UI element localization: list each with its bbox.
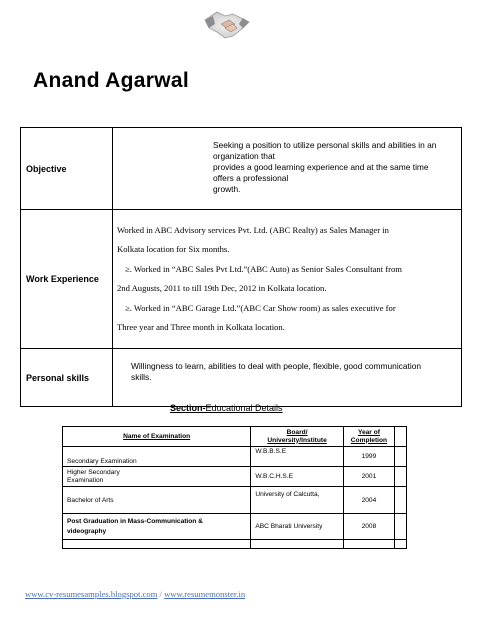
text-line: Willingness to learn, abilities to deal with people, flexible, good communication: [131, 360, 422, 371]
work-experience-label: Work Experience: [21, 210, 113, 349]
table-row: [63, 514, 407, 540]
footer-links: [25, 589, 245, 599]
header-year-line: Year of: [357, 428, 380, 436]
exam-name: videography: [67, 527, 107, 535]
personal-skills-content: [113, 349, 462, 407]
board-cell: W.B.B.S.E: [251, 447, 344, 467]
board-cell: University of Calcutta,: [251, 487, 344, 514]
table-row: [63, 487, 407, 514]
empty-cell: [395, 487, 407, 514]
handshake-icon: [203, 2, 251, 42]
empty-cell: [251, 540, 344, 549]
profile-table: [20, 127, 462, 407]
empty-cell: [63, 540, 251, 549]
table-row: [63, 447, 407, 467]
header-exam-name: Name of Examination: [63, 427, 251, 447]
exam-cell: [63, 447, 251, 467]
text-line: Seeking a position to utilize personal skills and abilities in an organization that: [213, 140, 437, 161]
table-row: [63, 540, 407, 549]
website-link[interactable]: www.cv-resumesamples.blogspot.com: [25, 589, 158, 599]
year-cell: 2001: [343, 467, 394, 487]
board-cell: W.B.C.H.S.E: [251, 467, 344, 487]
section-prefix: Section-: [170, 403, 206, 413]
exam-name: Post Graduation in Mass-Communication &: [67, 517, 203, 525]
text-line: Three year and Three month in Kolkata location.: [117, 322, 285, 332]
year-cell: 1999: [343, 447, 394, 467]
exam-cell: Bachelor of Arts: [63, 487, 251, 514]
year-cell: 2004: [343, 487, 394, 514]
exam-name: Secondary Examination: [67, 458, 137, 465]
header-empty: [395, 427, 407, 447]
website-link[interactable]: www.resumemonster.in: [164, 589, 246, 599]
work-experience-content: [113, 210, 462, 349]
objective-content: [113, 128, 462, 210]
objective-label: Objective: [21, 128, 113, 210]
empty-cell: [395, 447, 407, 467]
empty-cell: [395, 540, 407, 549]
personal-skills-label: Personal skills: [21, 349, 113, 407]
candidate-name: Anand Agarwal: [33, 69, 189, 92]
exam-cell: [63, 514, 251, 540]
empty-cell: [343, 540, 394, 549]
section-name: Educational Details: [205, 403, 283, 413]
header-board-line: University/Institute: [267, 436, 327, 444]
table-row: [63, 467, 407, 487]
text-line: ≥. Worked in “ABC Sales Pvt Ltd.”(ABC Auto) as Senior Sales Consultant from: [125, 264, 402, 274]
text-line: growth.: [213, 184, 241, 194]
text-line: Worked in ABC Advisory services Pvt. Ltd. (ABC Realty) as Sales Manager in: [117, 225, 389, 235]
header-board: [251, 427, 344, 447]
header-board-line: Board/: [286, 428, 308, 436]
link-separator: /: [157, 589, 165, 599]
text-line: skills.: [131, 371, 152, 382]
exam-cell: [63, 467, 251, 487]
exam-name: Higher Secondary: [67, 468, 120, 476]
education-table: [62, 426, 407, 549]
text-line: 2nd Augusts, 2011 to till 19th Dec, 2012 in Kolkata location.: [117, 283, 327, 293]
empty-cell: [395, 467, 407, 487]
year-cell: 2008: [343, 514, 394, 540]
exam-name: Examination: [67, 476, 104, 484]
education-section-title: [170, 403, 283, 413]
board-cell: ABC Bharati University: [251, 514, 344, 540]
text-line: provides a good learning experience and at the same time offers a professional: [213, 162, 429, 183]
text-line: Kolkata location for Six months.: [117, 244, 230, 254]
empty-cell: [395, 514, 407, 540]
header-year: [343, 427, 394, 447]
text-line: ≥. Worked in “ABC Garage Ltd.”(ABC Car Show room) as sales executive for: [125, 303, 396, 313]
header-year-line: Completion: [350, 436, 388, 444]
